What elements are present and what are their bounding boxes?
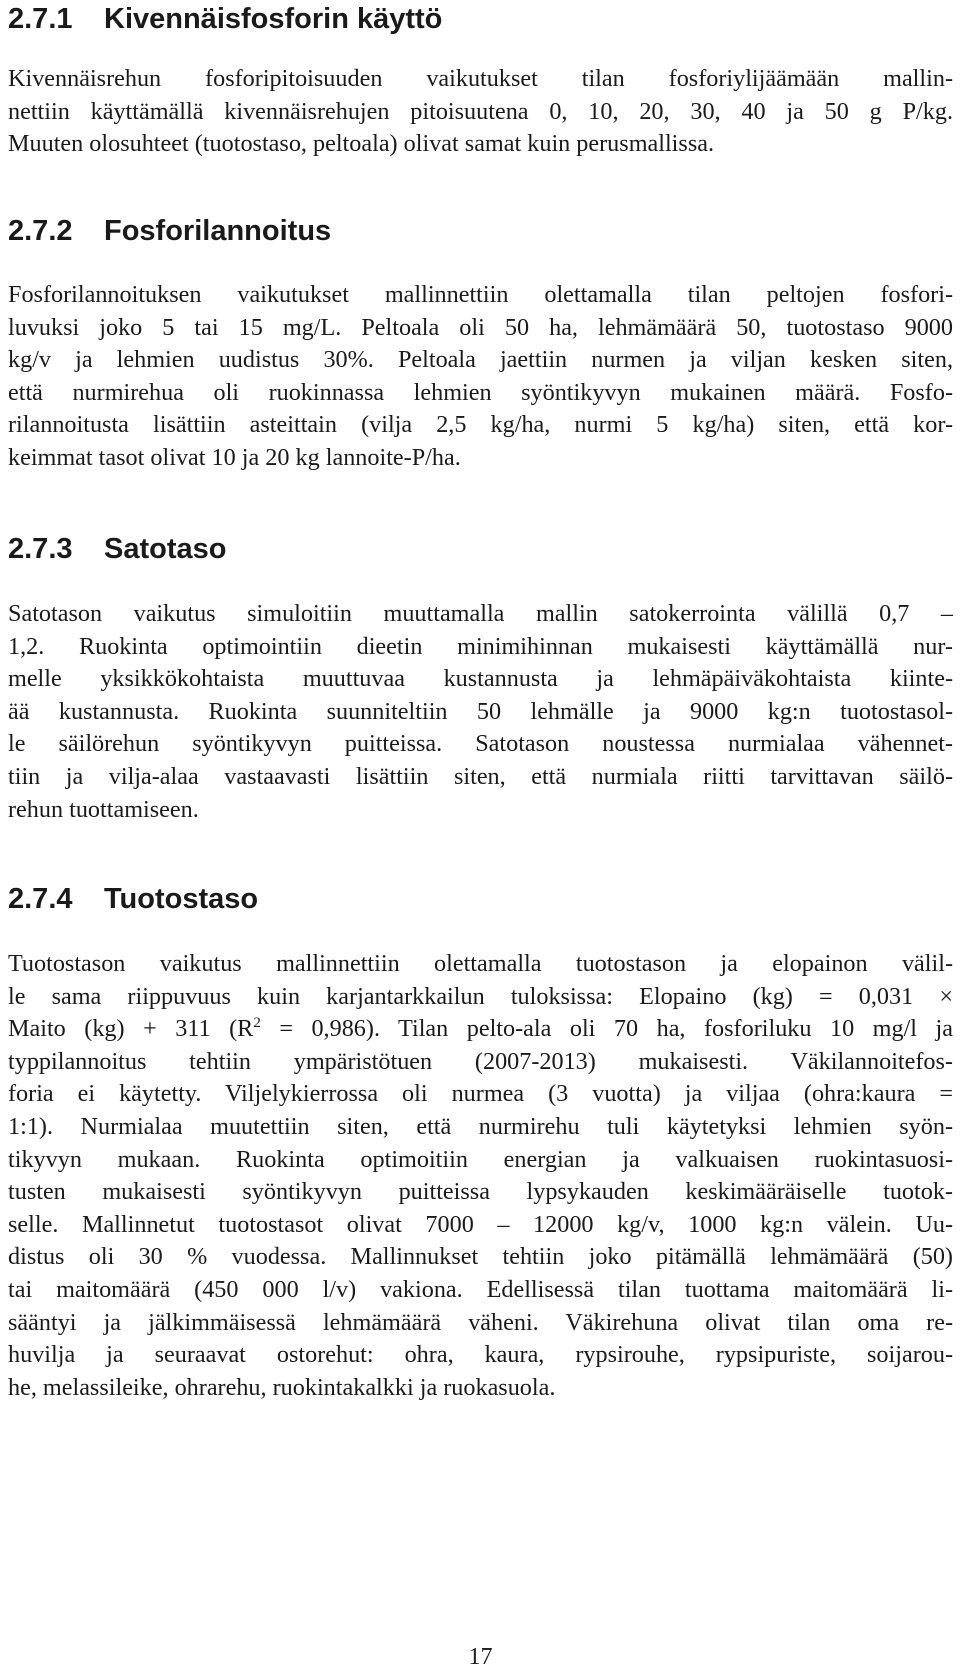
text-fragment: = 0,986). Tilan pelto-ala oli 70 ha, fosforiluku 10 mg/l ja xyxy=(260,1015,953,1043)
text-line: rilannoitusta lisättiin asteittain (vilja 2,5 kg/ha, nurmi 5 kg/ha) siten, että kor- xyxy=(8,411,953,439)
text-line: rehun tuottamiseen. xyxy=(8,795,199,823)
superscript: 2 xyxy=(253,1015,261,1032)
section-heading-2-7-1 xyxy=(8,2,442,36)
text-line: nettiin käyttämällä kivennäisrehujen pitoisuutena 0, 10, 20, 30, 40 ja 50 g P/kg. xyxy=(8,97,953,125)
text-line-with-superscript xyxy=(8,1013,953,1046)
text-line: melle yksikkökohtaista muuttuvaa kustannusta ja lehmäpäiväkohtaista kiinte- xyxy=(8,665,953,693)
section-heading-2-7-3 xyxy=(8,532,226,566)
page-number: 17 xyxy=(468,1644,493,1670)
text-line: sääntyi ja jälkimmäisessä lehmämäärä väheni. Väkirehuna olivat tilan oma re- xyxy=(8,1308,953,1336)
section-heading-2-7-4 xyxy=(8,882,258,916)
document-page xyxy=(8,0,953,1676)
section-title: Fosforilannoitus xyxy=(104,215,332,247)
section-title: Kivennäisfosforin käyttö xyxy=(104,3,443,35)
section-title: Tuotostaso xyxy=(104,883,259,915)
text-line: Fosforilannoituksen vaikutukset mallinnettiin olettamalla tilan peltojen fosfori- xyxy=(8,281,953,308)
text-line: keimmat tasot olivat 10 ja 20 kg lannoite-P/ha. xyxy=(8,443,461,471)
section-2-7-4-paragraph xyxy=(8,948,953,1404)
text-line: ää kustannusta. Ruokinta suunniteltiin 50 lehmälle ja 9000 kg:n tuotostasol- xyxy=(8,697,953,725)
text-line: tusten mukaisesti syöntikyvyn puitteissa lypsykauden keskimääräiselle tuotok- xyxy=(8,1178,953,1206)
text-line: että nurmirehua oli ruokinnassa lehmien syöntikyvyn mukainen määrä. Fosfo- xyxy=(8,378,953,406)
text-line: kg/v ja lehmien uudistus 30%. Peltoala jaettiin nurmen ja viljan kesken siten, xyxy=(8,346,953,374)
section-2-7-3-paragraph xyxy=(8,598,953,826)
text-line: selle. Mallinnetut tuotostasot olivat 7000 – 12000 kg/v, 1000 kg:n välein. Uu- xyxy=(8,1210,953,1238)
text-fragment: Maito (kg) + 311 (R xyxy=(8,1015,254,1043)
text-line: luvuksi joko 5 tai 15 mg/L. Peltoala oli 50 ha, lehmämäärä 50, tuotostaso 9000 xyxy=(8,313,953,341)
text-line: Tuotostason vaikutus mallinnettiin olettamalla tuotostason ja elopainon välil- xyxy=(8,950,953,977)
text-line: tikyvyn mukaan. Ruokinta optimoitiin energian ja valkuaisen ruokintasuosi- xyxy=(8,1145,953,1173)
section-2-7-2-paragraph xyxy=(8,279,953,475)
section-title: Satotaso xyxy=(104,533,227,565)
section-2-7-1-paragraph xyxy=(8,63,953,161)
section-number: 2.7.4 xyxy=(8,883,73,915)
text-line: le säilörehun syöntikyvyn puitteissa. Satotason noustessa nurmialaa vähennet- xyxy=(8,730,953,758)
text-line: Muuten olosuhteet (tuotostaso, peltoala) olivat samat kuin perusmallissa. xyxy=(8,130,715,158)
text-line: le sama riippuvuus kuin karjantarkkailun tuloksissa: Elopaino (kg) = 0,031 × xyxy=(8,982,953,1010)
section-heading-2-7-2 xyxy=(8,214,331,248)
text-line: 1,2. Ruokinta optimointiin dieetin minimihinnan mukaisesti käyttämällä nur- xyxy=(8,632,953,660)
text-line: huvilja ja seuraavat ostorehut: ohra, kaura, rypsirouhe, rypsipuriste, soijarou- xyxy=(8,1341,953,1369)
text-line: distus oli 30 % vuodessa. Mallinnukset tehtiin joko pitämällä lehmämäärä (50) xyxy=(8,1243,953,1271)
text-line: tiin ja vilja-alaa vastaavasti lisättiin siten, että nurmiala riitti tarvittavan säilö- xyxy=(8,762,953,790)
section-number: 2.7.3 xyxy=(8,533,73,565)
text-line: Satotason vaikutus simuloitiin muuttamalla mallin satokerrointa välillä 0,7 – xyxy=(8,600,953,627)
text-line: he, melassileike, ohrarehu, ruokintakalkki ja ruokasuola. xyxy=(8,1373,556,1401)
text-line: tai maitomäärä (450 000 l/v) vakiona. Edellisessä tilan tuottama maitomäärä li- xyxy=(8,1275,953,1303)
text-line: Kivennäisrehun fosforipitoisuuden vaikutukset tilan fosforiylijäämään mallin- xyxy=(8,65,953,92)
text-line: 1:1). Nurmialaa muutettiin siten, että nurmirehu tuli käytetyksi lehmien syön- xyxy=(8,1112,953,1140)
section-number: 2.7.2 xyxy=(8,215,73,247)
text-line: typpilannoitus tehtiin ympäristötuen (2007-2013) mukaisesti. Väkilannoitefos- xyxy=(8,1047,953,1075)
text-line: foria ei käytetty. Viljelykierrossa oli nurmea (3 vuotta) ja viljaa (ohra:kaura = xyxy=(8,1080,953,1108)
section-number: 2.7.1 xyxy=(8,3,73,35)
